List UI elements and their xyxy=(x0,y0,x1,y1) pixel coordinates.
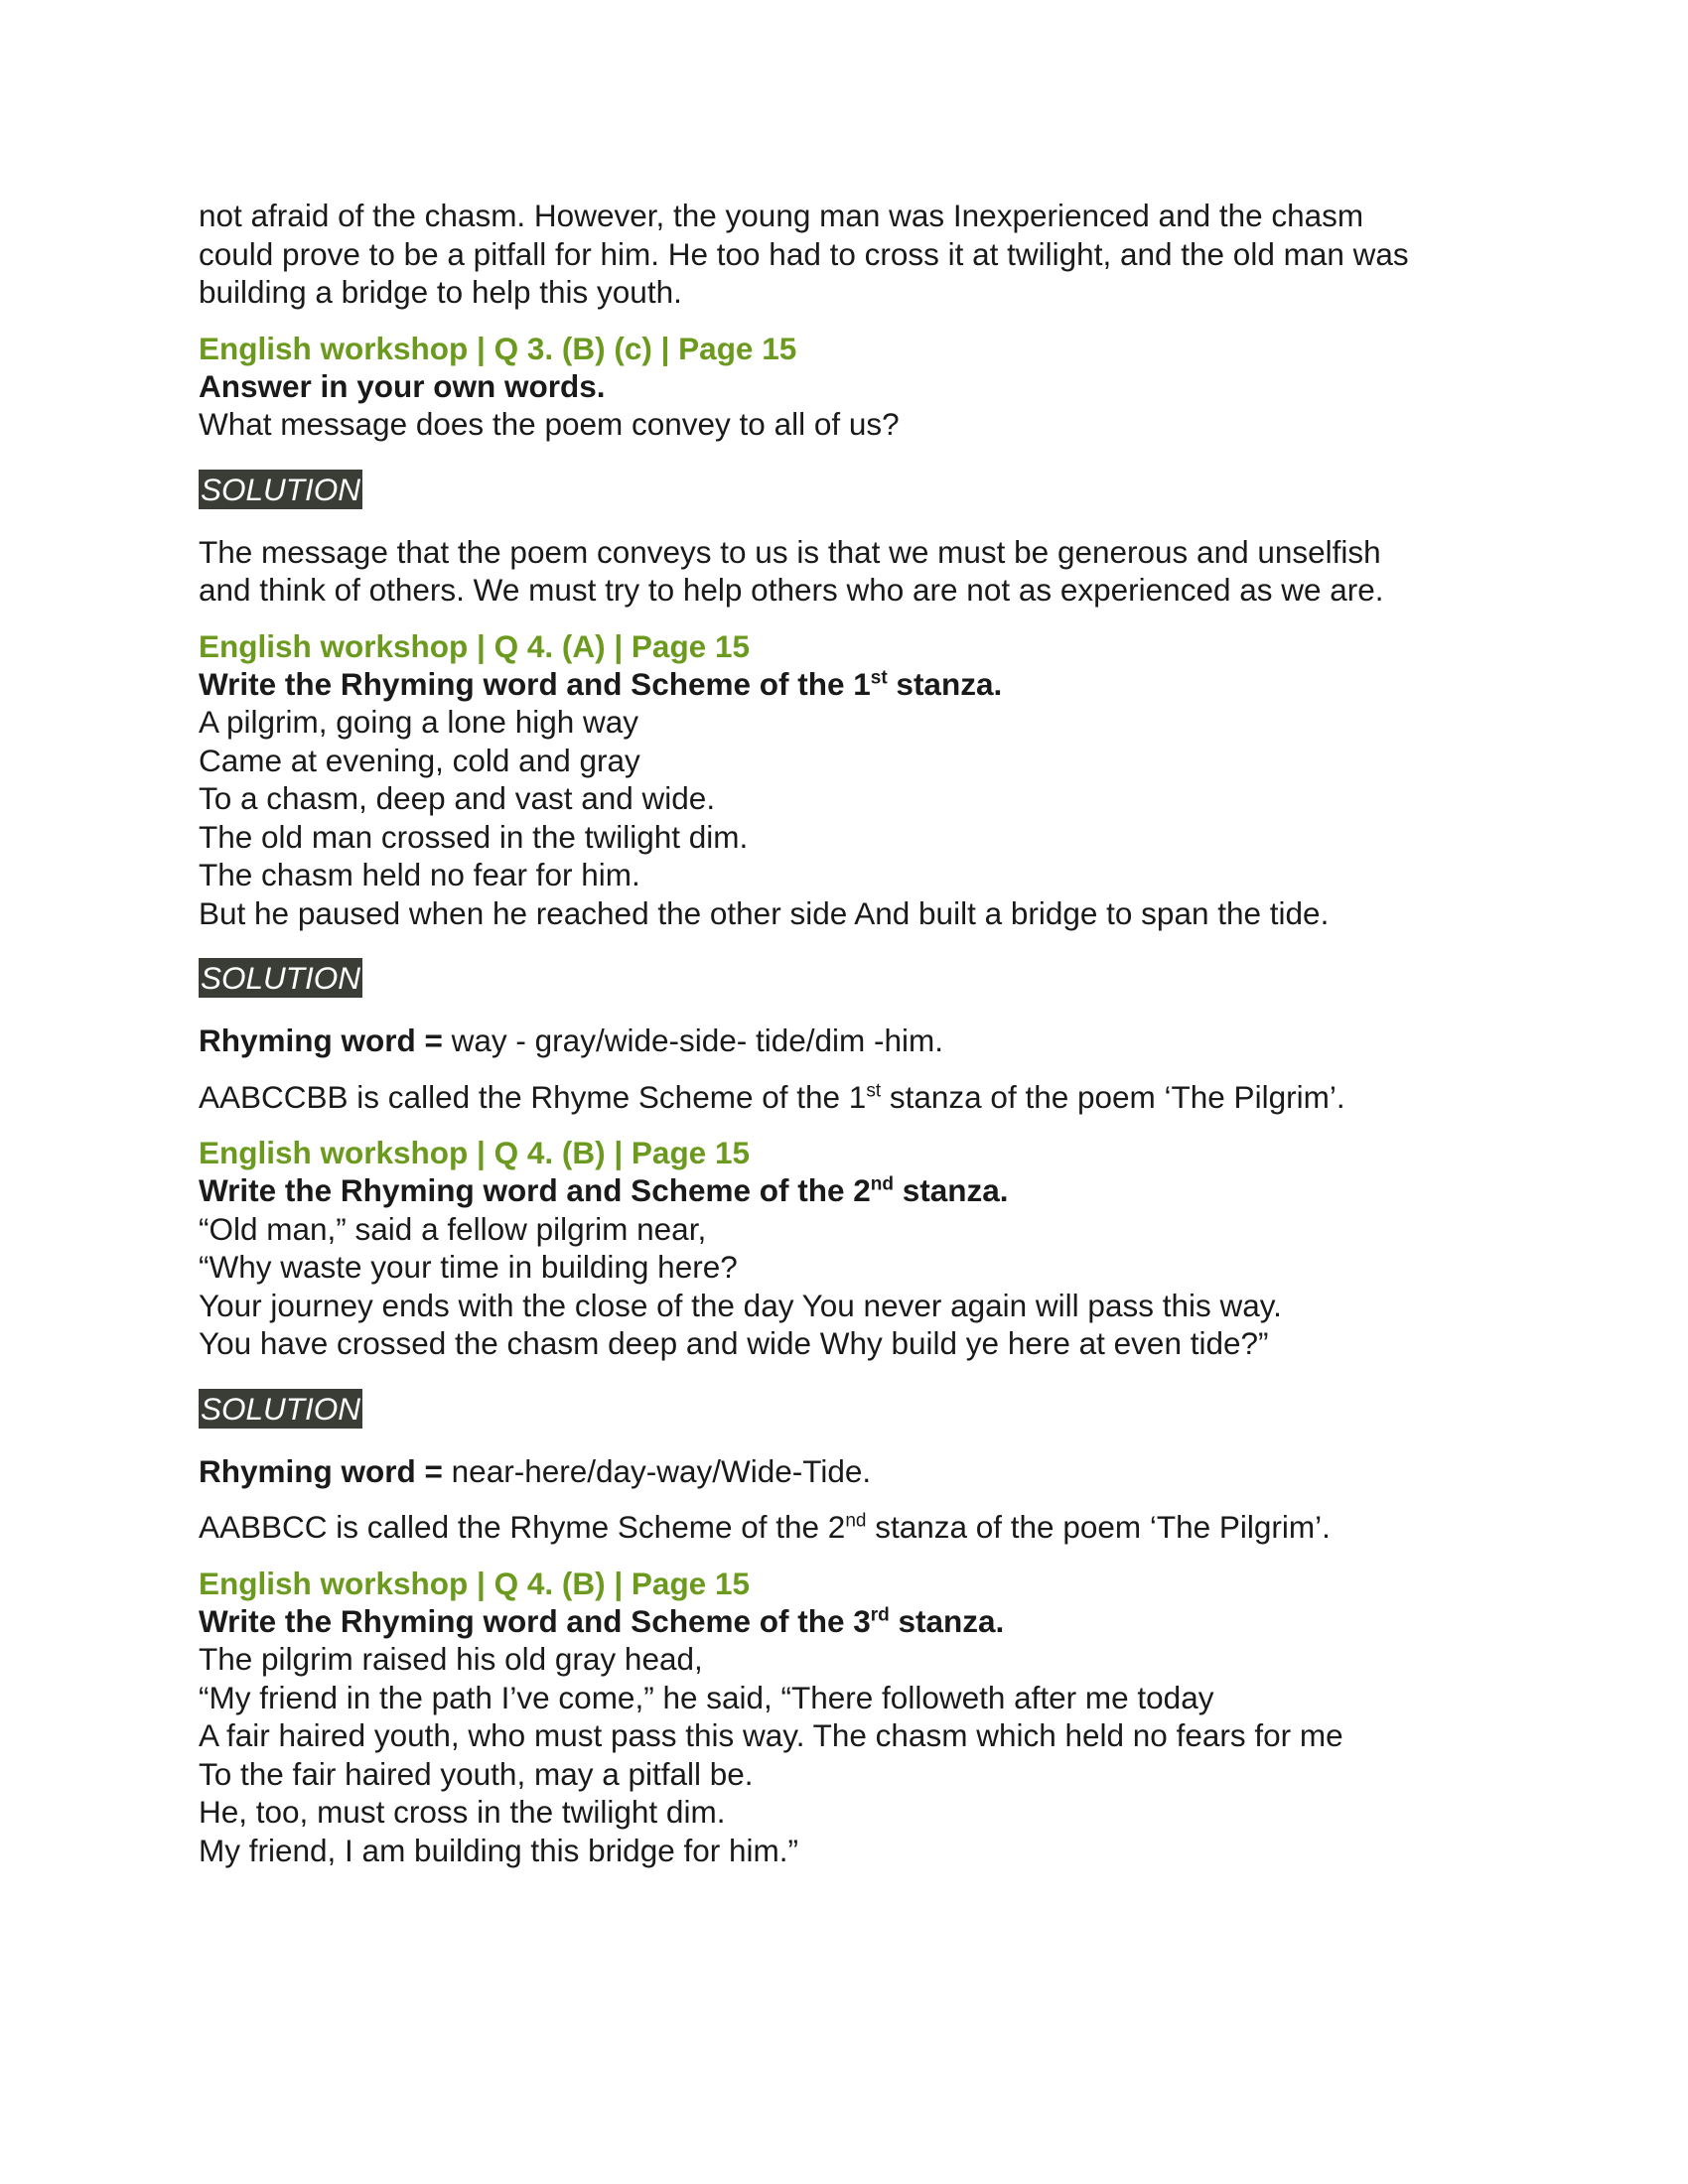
stanza-line: You have crossed the chasm deep and wide Why build ye here at even tide?” xyxy=(199,1325,1269,1361)
question-heading: English workshop | Q 3. (B) (c) | Page 15 xyxy=(199,330,797,366)
intro-paragraph xyxy=(199,197,1509,312)
stanza-line: Came at evening, cold and gray xyxy=(199,742,640,778)
question-heading: English workshop | Q 4. (B) | Page 15 xyxy=(199,1565,750,1601)
stanza-line: “Old man,” said a fellow pilgrim near, xyxy=(199,1210,707,1247)
question-instruction: Write the Rhyming word and Scheme of the 1st stanza. xyxy=(199,665,1003,702)
solution-label: SOLUTION xyxy=(201,960,361,996)
intro-line: not afraid of the chasm. However, the young man was Inexperienced and the chasm xyxy=(199,198,1364,233)
intro-line: building a bridge to help this youth. xyxy=(199,274,682,310)
question-heading: English workshop | Q 4. (B) | Page 15 xyxy=(199,1135,750,1170)
stanza-line: The pilgrim raised his old gray head, xyxy=(199,1641,703,1677)
stanza-line: The chasm held no fear for him. xyxy=(199,857,640,892)
stanza-line: “My friend in the path I’ve come,” he said, “There followeth after me today xyxy=(199,1679,1214,1715)
question-q4b xyxy=(199,1134,1509,1547)
question-text: What message does the poem convey to all of us? xyxy=(199,406,900,442)
stanza-line: The old man crossed in the twilight dim. xyxy=(199,818,749,855)
rhyme-scheme-line: AABCCBB is called the Rhyme Scheme of the 1st stanza of the poem ‘The Pilgrim’. xyxy=(199,1078,1345,1115)
solution-label: SOLUTION xyxy=(201,1390,361,1427)
stanza xyxy=(199,1210,1509,1363)
stanza-line: Your journey ends with the close of the day You never again will pass this way. xyxy=(199,1287,1282,1323)
stanza-line: My friend, I am building this bridge for him.” xyxy=(199,1832,798,1868)
rhyming-word-line: Rhyming word = way - gray/wide-side- tide/dim -him. xyxy=(199,1023,944,1058)
question-instruction: Write the Rhyming word and Scheme of the 2nd stanza. xyxy=(199,1172,1009,1208)
question-instruction: Write the Rhyming word and Scheme of the 3rd stanza. xyxy=(199,1602,1005,1639)
stanza-line: To the fair haired youth, may a pitfall be. xyxy=(199,1755,754,1792)
stanza xyxy=(199,1640,1509,1869)
question-heading: English workshop | Q 4. (A) | Page 15 xyxy=(199,627,750,664)
stanza-line: A fair haired youth, who must pass this way. The chasm which held no fears for me xyxy=(199,1717,1343,1753)
stanza xyxy=(199,703,1509,932)
solution-label: SOLUTION xyxy=(201,471,361,507)
question-instruction: Answer in your own words. xyxy=(199,367,606,404)
stanza-line: “Why waste your time in building here? xyxy=(199,1249,738,1285)
answer-line: and think of others. We must try to help others who are not as experienced as we are. xyxy=(199,572,1384,608)
rhyme-scheme-line: AABBCC is called the Rhyme Scheme of the 2nd stanza of the poem ‘The Pilgrim’. xyxy=(199,1509,1331,1545)
question-q4c xyxy=(199,1565,1509,1870)
rhyming-word-line: Rhyming word = near-here/day-way/Wide-Tide. xyxy=(199,1452,872,1489)
question-q3 xyxy=(199,330,1509,610)
stanza-line: But he paused when he reached the other side And built a bridge to span the tide. xyxy=(199,894,1330,931)
stanza-line: To a chasm, deep and vast and wide. xyxy=(199,780,716,816)
stanza-line: A pilgrim, going a lone high way xyxy=(199,704,639,740)
stanza-line: He, too, must cross in the twilight dim. xyxy=(199,1794,726,1830)
answer-line: The message that the poem conveys to us is that we must be generous and unselfish xyxy=(199,533,1381,570)
question-q4a xyxy=(199,627,1509,1117)
document-page xyxy=(199,197,1509,1869)
intro-line: could prove to be a pitfall for him. He too had to cross it at twilight, and the old man was xyxy=(199,235,1409,272)
